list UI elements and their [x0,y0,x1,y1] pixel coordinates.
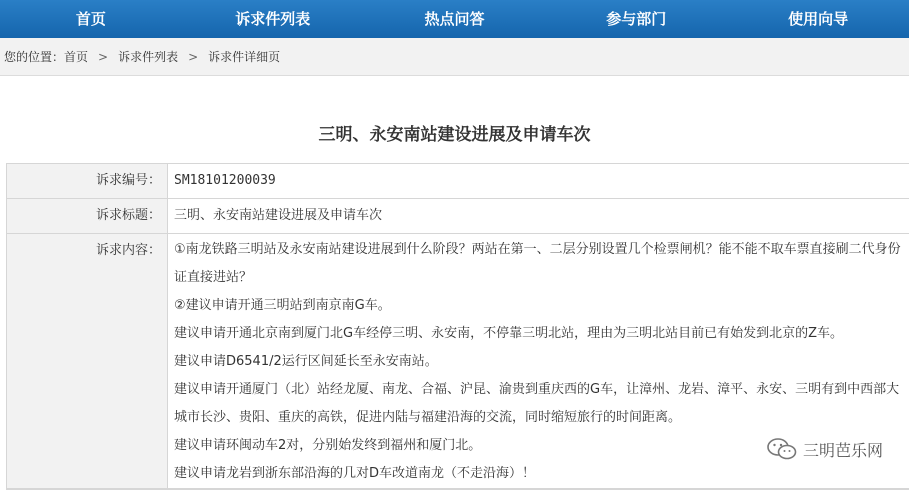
top-nav [0,0,909,38]
appeal-number-value: SM18101200039 [174,173,276,188]
content-paragraph: 建议申请D6541/2运行区间延长至永安南站。 [174,354,438,369]
content-paragraph: ①南龙铁路三明站及永安南站建设进展到什么阶段？两站在第一、二层分别设置几个检票闸机？能不能不取车票直接刷二代身份证直接进站？ [174,242,901,285]
appeal-number-row [7,164,909,199]
watermark-text: 三明芭乐网 [802,440,883,460]
content-paragraph: 建议申请龙岩到浙东部沿海的几对D车改道南龙（不走沿海）！ [174,466,536,481]
breadcrumb-prefix: 您的位置： [4,50,65,64]
content-paragraph: ②建议申请开通三明站到南京南G车。 [174,298,391,313]
breadcrumb [0,38,909,76]
page-title: 三明、永安南站建设进展及申请车次 [318,125,591,145]
watermark [767,437,883,461]
breadcrumb-home-link[interactable]: 首页 [64,50,89,64]
appeal-content-label: 诉求内容： [7,234,168,488]
nav-home[interactable]: 首页 [75,10,106,28]
breadcrumb-separator: > [98,49,109,64]
appeal-title-row [7,199,909,234]
wechat-icon [767,437,797,461]
nav-appeal-list[interactable]: 诉求件列表 [235,10,311,28]
content-paragraph: 建议申请开通厦门（北）站经龙厦、南龙、合福、沪昆、渝贵到重庆西的G车，让漳州、龙岩、漳平、永安、三明有到中西部大城市长沙、贵阳、重庆的高铁，促进内陆与福建沿海的交流，同时缩短旅行的时间距离。 [174,382,900,425]
breadcrumb-current: 诉求件详细页 [208,50,281,64]
nav-hot-qa[interactable]: 热点问答 [424,10,485,28]
appeal-number-label: 诉求编号： [7,164,168,198]
breadcrumb-separator: > [188,49,199,64]
breadcrumb-list-link[interactable]: 诉求件列表 [118,50,179,64]
appeal-title-value: 三明、永安南站建设进展及申请车次 [174,208,383,223]
nav-departments[interactable]: 参与部门 [606,10,667,28]
content-paragraph: 建议申请环闽动车2对，分别始发终到福州和厦门北。 [174,438,482,453]
appeal-title-label: 诉求标题： [7,199,168,233]
nav-guide[interactable]: 使用向导 [788,10,849,28]
content-paragraph: 建议申请开通北京南到厦门北G车经停三明、永安南，不停靠三明北站，理由为三明北站目前已有始发到北京的Z车。 [174,326,843,341]
